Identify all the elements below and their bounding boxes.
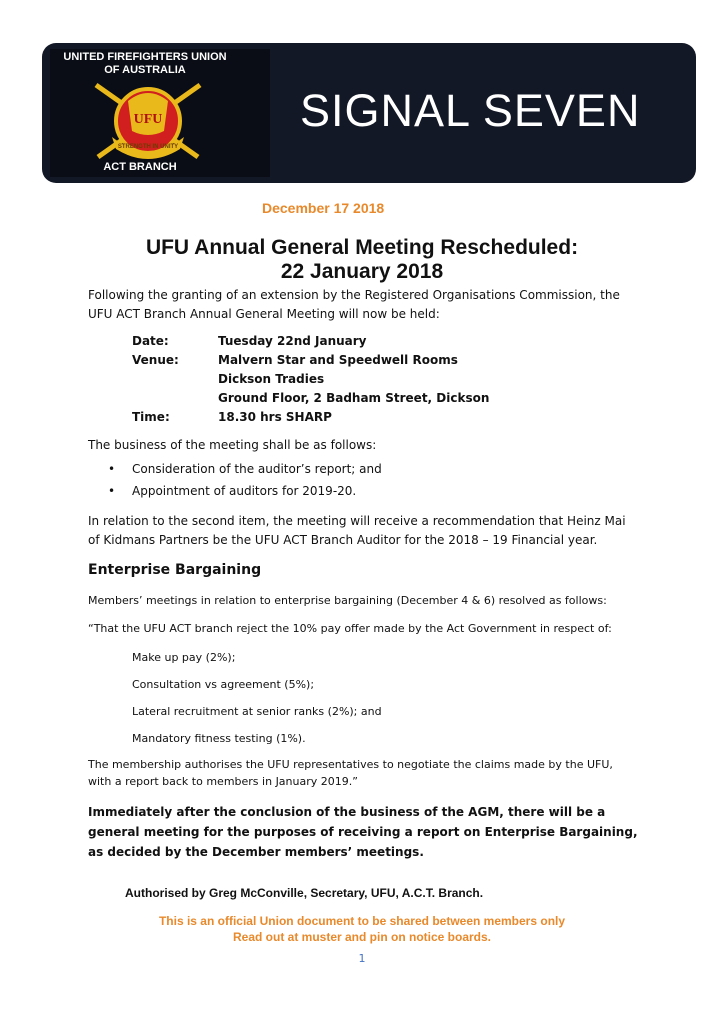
date-label: Date: xyxy=(132,334,169,348)
union-logo xyxy=(50,49,270,177)
section-heading-enterprise-bargaining: Enterprise Bargaining xyxy=(88,562,262,578)
business-item: Consideration of the auditor’s report; and xyxy=(132,462,382,476)
business-intro: The business of the meeting shall be as follows: xyxy=(88,438,377,452)
business-item: Appointment of auditors for 2019-20. xyxy=(132,484,357,498)
logo-union-name: UNITED FIREFIGHTERS UNION OF AUSTRALIA xyxy=(63,51,227,76)
page-number: 1 xyxy=(358,952,366,965)
fire-helmet-emblem-icon xyxy=(88,79,208,163)
venue-line-3: Ground Floor, 2 Badham Street, Dickson xyxy=(218,391,490,405)
issue-date: December 17 2018 xyxy=(262,200,385,216)
eb-resolution-quote: “That the UFU ACT branch reject the 10% pay offer made by the Act Government in respect of: xyxy=(88,622,612,635)
authorisation-line: Authorised by Greg McConville, Secretary, UFU, A.C.T. Branch. xyxy=(125,886,484,900)
bullet-icon: • xyxy=(108,484,116,498)
eb-intro: Members’ meetings in relation to enterprise bargaining (December 4 & 6) resolved as follows: xyxy=(88,594,607,607)
eb-item: Mandatory fitness testing (1%). xyxy=(132,732,306,745)
logo-branch: ACT BRANCH xyxy=(103,161,177,173)
eb-item: Make up pay (2%); xyxy=(132,651,236,664)
logo-letters: UFU xyxy=(133,112,163,127)
venue-label: Venue: xyxy=(132,353,179,367)
venue-line-1: Malvern Star and Speedwell Rooms xyxy=(218,353,458,367)
headline-line-2: 22 January 2018 xyxy=(280,260,444,283)
eb-item: Lateral recruitment at senior ranks (2%); and xyxy=(132,705,382,718)
time-value: 18.30 hrs SHARP xyxy=(218,410,332,424)
distribution-notice-line-2: Read out at muster and pin on notice boards. xyxy=(232,930,492,944)
logo-motto: STRENGTH IN UNITY xyxy=(117,144,179,150)
date-value: Tuesday 22nd January xyxy=(218,334,367,348)
intro-paragraph: Following the granting of an extension by the Registered Organisations Commission, the UFU ACT Branch Annual General Meeting will now be held: xyxy=(88,288,620,321)
eb-item: Consultation vs agreement (5%); xyxy=(132,678,315,691)
newsletter-title: SIGNAL SEVEN xyxy=(300,85,641,136)
time-label: Time: xyxy=(132,410,170,424)
venue-line-2: Dickson Tradies xyxy=(218,372,325,386)
agm-notice-paragraph: Immediately after the conclusion of the business of the AGM, there will be a general meeting for the purposes of receiving a report on Enterprise Bargaining, as decided by the December members’ meetings. xyxy=(88,805,638,859)
headline-line-1: UFU Annual General Meeting Rescheduled: xyxy=(145,236,579,259)
auditor-paragraph: In relation to the second item, the meeting will receive a recommendation that Heinz Mai of Kidmans Partners be the UFU ACT Branch Auditor for the 2018 – 19 Financial year. xyxy=(88,514,626,547)
header-banner xyxy=(42,43,696,183)
eb-closing: The membership authorises the UFU representatives to negotiate the claims made by the UFU, with a report back to members in January 2019.” xyxy=(88,758,613,788)
bullet-icon: • xyxy=(108,462,116,476)
distribution-notice-line-1: This is an official Union document to be shared between members only xyxy=(158,914,566,928)
